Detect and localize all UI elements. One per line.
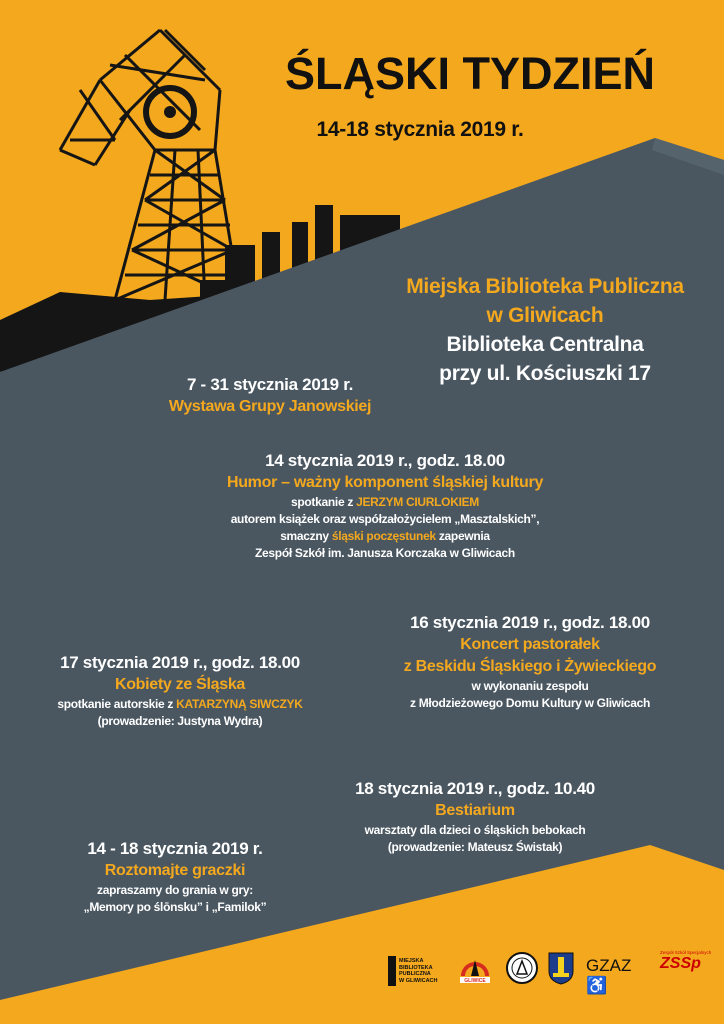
event-name: Humor – ważny komponent śląskiej kultury xyxy=(226,474,544,491)
library-logo-text: BIBLIOTEKA xyxy=(399,964,433,971)
library-logo-mark xyxy=(388,956,396,986)
event-detail-line: (prowadzenie: Justyna Wydra) xyxy=(97,714,263,728)
poster-dates: 14-18 stycznia 2019 r. xyxy=(316,118,524,141)
event-women xyxy=(20,652,340,730)
round-seal-logo xyxy=(506,952,538,984)
venue-line-4: przy ul. Kościuszki 17 xyxy=(439,362,651,385)
event-detail-line xyxy=(20,696,340,713)
event-concert xyxy=(345,612,715,712)
event-date: 14 stycznia 2019 r., godz. 18.00 xyxy=(265,451,505,470)
event-date: 14 - 18 stycznia 2019 r. xyxy=(87,839,263,858)
event-games xyxy=(20,838,330,916)
event-name: Kobiety ze Śląska xyxy=(114,676,246,693)
event-detail-text: spotkanie z xyxy=(291,495,357,509)
event-detail-line: (prowadzenie: Mateusz Świstak) xyxy=(387,840,563,854)
event-detail-line: Zespół Szkół im. Janusza Korczaka w Gliwicach xyxy=(255,546,515,560)
event-detail-line: autorem książek oraz współzałożycielem „Masztalskich”, xyxy=(230,512,540,526)
gzaz-logo-text: GZAZ xyxy=(586,956,632,975)
event-date: 17 stycznia 2019 r., godz. 18.00 xyxy=(60,653,300,672)
library-logo-text: PUBLICZNA xyxy=(399,971,431,977)
event-exhibition xyxy=(140,374,400,418)
event-humor xyxy=(200,450,570,562)
gliwice-emblem-icon xyxy=(455,948,495,990)
library-logo-text: W GLIWICACH xyxy=(399,977,438,984)
gliwice-logo-text: GLIWICE xyxy=(464,978,486,984)
event-highlight: śląski poczęstunek xyxy=(331,529,436,543)
event-detail-line: warsztaty dla dzieci o śląskich bebokach xyxy=(364,823,586,837)
event-detail-line xyxy=(200,494,570,511)
shield-icon xyxy=(547,951,575,985)
seal-icon xyxy=(508,954,536,982)
shield-logo xyxy=(547,951,575,985)
wheelchair-icon: ♿ xyxy=(586,976,608,995)
event-detail-line: w wykonaniu zespołu xyxy=(471,679,589,693)
guest-name: JERZYM CIURLOKIEM xyxy=(356,495,479,509)
venue-line-1: Miejska Biblioteka Publiczna xyxy=(406,275,684,298)
poster-title: ŚLĄSKI TYDZIEŃ xyxy=(284,48,656,99)
event-name: Roztomajte graczki xyxy=(104,862,246,879)
event-detail-text: spotkanie autorskie z xyxy=(57,697,177,711)
library-logo-text: MIEJSKA xyxy=(399,958,424,964)
zss-logo-main-text: ZSSp xyxy=(660,955,701,972)
venue-line-2: w Gliwicach xyxy=(486,304,604,327)
event-detail-line: z Młodzieżowego Domu Kultury w Gliwicach xyxy=(409,696,651,710)
event-date: 18 stycznia 2019 r., godz. 10.40 xyxy=(355,779,595,798)
venue-line-3: Biblioteka Centralna xyxy=(446,333,644,356)
zss-logo xyxy=(660,950,715,973)
library-logo xyxy=(388,954,450,988)
event-name: Bestiarium xyxy=(435,802,515,819)
gzaz-logo xyxy=(586,956,646,996)
event-bestiarium xyxy=(305,778,645,856)
event-detail-text: smaczny xyxy=(280,529,332,543)
venue-block xyxy=(380,272,710,388)
event-date: 16 stycznia 2019 r., godz. 18.00 xyxy=(410,613,650,632)
event-detail-line xyxy=(200,528,570,545)
zss-logo-small-text: Zespół Szkół Specjalnych xyxy=(660,950,712,955)
gliwice-logo xyxy=(455,948,495,990)
event-name: Wystawa Grupy Janowskiej xyxy=(168,398,372,415)
event-detail-line: zapraszamy do grania w gry: xyxy=(97,883,253,897)
event-name-line-1: Koncert pastorałek xyxy=(460,636,600,653)
event-detail-line: „Memory po ślōnsku” i „Familok” xyxy=(83,900,267,914)
event-date: 7 - 31 stycznia 2019 r. xyxy=(186,375,354,394)
event-name-line-2: z Beskidu Śląskiego i Żywieckiego xyxy=(403,658,657,675)
event-detail-text: zapewnia xyxy=(435,529,490,543)
guest-name: KATARZYNĄ SIWCZYK xyxy=(176,697,303,711)
sponsor-logos xyxy=(380,940,715,995)
